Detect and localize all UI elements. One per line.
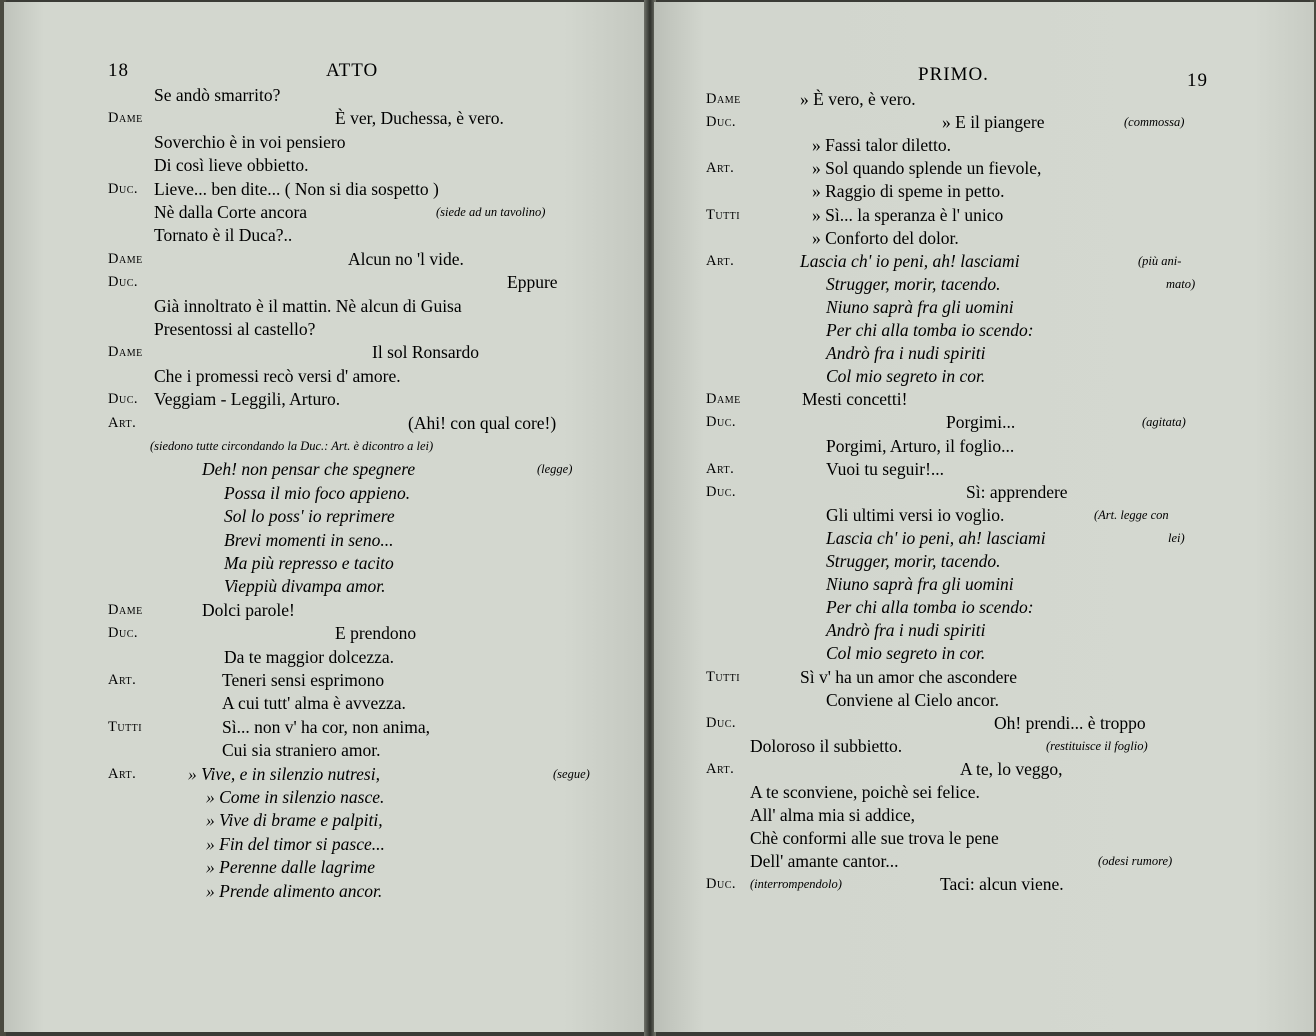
stage-direction: mato) — [1166, 276, 1196, 291]
verse-line: Eppure — [507, 272, 558, 293]
verse-line: Ma più represso e tacito — [224, 553, 394, 573]
verse-line: Oh! prendi... è troppo — [994, 712, 1146, 733]
speaker-label: Art. — [108, 765, 137, 782]
verse-line: Per chi alla tomba io scendo: — [826, 320, 1034, 340]
verse-line: Per chi alla tomba io scendo: — [826, 597, 1034, 618]
stage-direction: lei) — [1168, 530, 1185, 545]
stage-direction: (siede ad un tavolino) — [436, 205, 546, 219]
speaker-label: Duc. — [108, 391, 138, 408]
verse-line: Sol lo poss' io reprimere — [224, 506, 395, 527]
verse-line: Veggiam - Leggili, Arturo. — [154, 389, 341, 410]
verse-line: Lascia ch' io peni, ah! lasciami — [800, 250, 1020, 271]
verse-line: » Come in silenzio nasce. — [206, 787, 385, 807]
verse-line: Il sol Ronsardo — [372, 342, 479, 363]
verse-line: » Prende alimento ancor. — [206, 880, 383, 901]
verse-line: Lascia ch' io peni, ah! lasciami — [826, 527, 1046, 548]
stage-direction: (odesi rumore) — [1098, 854, 1173, 869]
verse-line: Sì... non v' ha cor, non anima, — [222, 716, 431, 737]
verse-line: » Sì... la speranza è l' unico — [812, 204, 1004, 225]
speaker-label: Dame — [706, 391, 741, 408]
verse-line: E prendono — [335, 623, 417, 644]
verse-line: A te sconviene, poichè sei felice. — [750, 782, 980, 802]
speaker-label: Dame — [108, 250, 143, 267]
stage-direction: (siedono tutte circondando la Duc.: Art. è dicontro a lei) — [150, 439, 434, 453]
verse-line: Teneri sensi esprimono — [222, 670, 385, 690]
verse-line: » Vive, e in silenzio nutresi, — [188, 763, 380, 784]
verse-line: All' alma mia si addice, — [750, 805, 915, 826]
verse-line: Possa il mio foco appieno. — [224, 482, 411, 503]
verse-line: » Sol quando splende un fievole, — [812, 158, 1042, 179]
speaker-label: Art. — [108, 414, 137, 431]
verse-line: Sì v' ha un amor che ascondere — [800, 666, 1017, 687]
verse-line: Nè dalla Corte ancora — [154, 202, 308, 222]
speaker-label: Duc. — [706, 714, 736, 731]
speaker-label: Art. — [108, 672, 137, 688]
verse-line: Andrò fra i nudi spiriti — [826, 343, 986, 364]
verse-line: Da te maggior dolcezza. — [224, 646, 395, 667]
stage-direction: (Art. legge con — [1094, 507, 1169, 522]
verse-line: (Ahi! con qual core!) — [408, 412, 557, 433]
verse-line: Di così lieve obbietto. — [154, 155, 309, 176]
verse-line: Dell' amante cantor... — [750, 851, 899, 872]
stage-direction: (legge) — [537, 462, 573, 477]
verse-line: A te, lo veggo, — [960, 758, 1063, 779]
stage-direction: (più ani- — [1138, 253, 1182, 268]
stage-direction: (commossa) — [1124, 115, 1185, 130]
verse-line: » Perenne dalle lagrime — [206, 857, 375, 878]
verse-line: Lieve... ben dite... ( Non si dia sospetto ) — [154, 178, 439, 199]
verse-line: Dolci parole! — [202, 599, 295, 620]
verse-line: Soverchio è in voi pensiero — [154, 131, 346, 152]
verse-line: Brevi momenti in seno... — [224, 529, 394, 550]
verse-line: » E il piangere — [942, 112, 1045, 133]
speaker-label: Tutti — [706, 668, 741, 685]
verse-line: Niuno saprà fra gli uomini — [826, 574, 1014, 595]
running-head-left: ATTO — [326, 60, 379, 81]
verse-line: » Fin del timor si pasce... — [206, 833, 385, 854]
verse-line: Doloroso il subbietto. — [750, 735, 903, 756]
verse-line: Chè conformi alle sue trova le pene — [750, 828, 999, 849]
verse-line: Già innoltrato è il mattin. Nè alcun di Guisa — [154, 295, 462, 316]
verse-line: È ver, Duchessa, è vero. — [335, 108, 504, 129]
verse-line: Andrò fra i nudi spiriti — [826, 620, 986, 641]
verse-line: » Conforto del dolor. — [812, 227, 959, 248]
stage-direction: (segue) — [553, 766, 590, 781]
running-head-right: PRIMO. — [918, 64, 989, 85]
verse-line: Vieppiù divampa amor. — [224, 576, 386, 597]
verse-line: Niuno saprà fra gli uomini — [826, 296, 1014, 317]
speaker-label: Duc. — [706, 876, 736, 893]
stage-direction: (interrompendolo) — [750, 877, 842, 892]
verse-line: A cui tutt' alma è avvezza. — [222, 693, 406, 714]
verse-line: Cui sia straniero amor. — [222, 740, 381, 761]
speaker-label: Duc. — [108, 274, 138, 291]
verse-line: » È vero, è vero. — [800, 89, 916, 109]
verse-line: Gli ultimi versi io voglio. — [826, 504, 1005, 525]
speaker-label: Dame — [706, 91, 741, 107]
stage-direction: (agitata) — [1142, 415, 1186, 430]
verse-line: Col mio segreto in cor. — [826, 366, 986, 387]
verse-line: Taci: alcun viene. — [940, 874, 1064, 895]
speaker-label: Duc. — [706, 483, 736, 500]
verse-line: Vuoi tu seguir!... — [826, 458, 945, 479]
speaker-label: Duc. — [706, 114, 736, 131]
verse-line: Strugger, morir, tacendo. — [826, 551, 1001, 571]
speaker-label: Dame — [108, 110, 143, 127]
speaker-label: Art. — [706, 460, 735, 477]
verse-line: » Raggio di speme in petto. — [812, 181, 1005, 202]
stage-direction: (restituisce il foglio) — [1046, 738, 1148, 753]
verse-line: Conviene al Cielo ancor. — [826, 689, 1000, 710]
speaker-label: Dame — [108, 601, 143, 618]
verse-line: Strugger, morir, tacendo. — [826, 273, 1001, 294]
verse-line: » Vive di brame e palpiti, — [206, 810, 383, 831]
speaker-label: Tutti — [108, 718, 143, 735]
verse-line: Presentossi al castello? — [154, 319, 316, 339]
verse-line: Alcun no 'l vide. — [348, 248, 464, 269]
verse-line: Col mio segreto in cor. — [826, 643, 986, 664]
speaker-label: Art. — [706, 760, 735, 777]
speaker-label: Dame — [108, 344, 143, 361]
page-number-right: 19 — [1187, 70, 1208, 91]
verse-line: Deh! non pensar che spegnere — [202, 459, 416, 480]
verse-line: Porgimi, Arturo, il foglio... — [826, 435, 1015, 456]
verse-line: Porgimi... — [946, 412, 1016, 433]
verse-line: Sì: apprendere — [966, 481, 1068, 502]
verse-line: Tornato è il Duca?.. — [154, 225, 293, 246]
verse-line: » Fassi talor diletto. — [812, 135, 952, 156]
verse-line: Mesti concetti! — [802, 389, 908, 410]
speaker-label: Tutti — [706, 206, 741, 223]
page-number-left: 18 — [108, 60, 129, 81]
verse-line: Se andò smarrito? — [154, 85, 281, 105]
speaker-label: Duc. — [706, 414, 736, 431]
verse-line: Che i promessi recò versi d' amore. — [154, 365, 401, 386]
speaker-label: Art. — [706, 252, 735, 269]
speaker-label: Duc. — [108, 625, 138, 642]
speaker-label: Duc. — [108, 180, 138, 197]
speaker-label: Art. — [706, 160, 735, 177]
